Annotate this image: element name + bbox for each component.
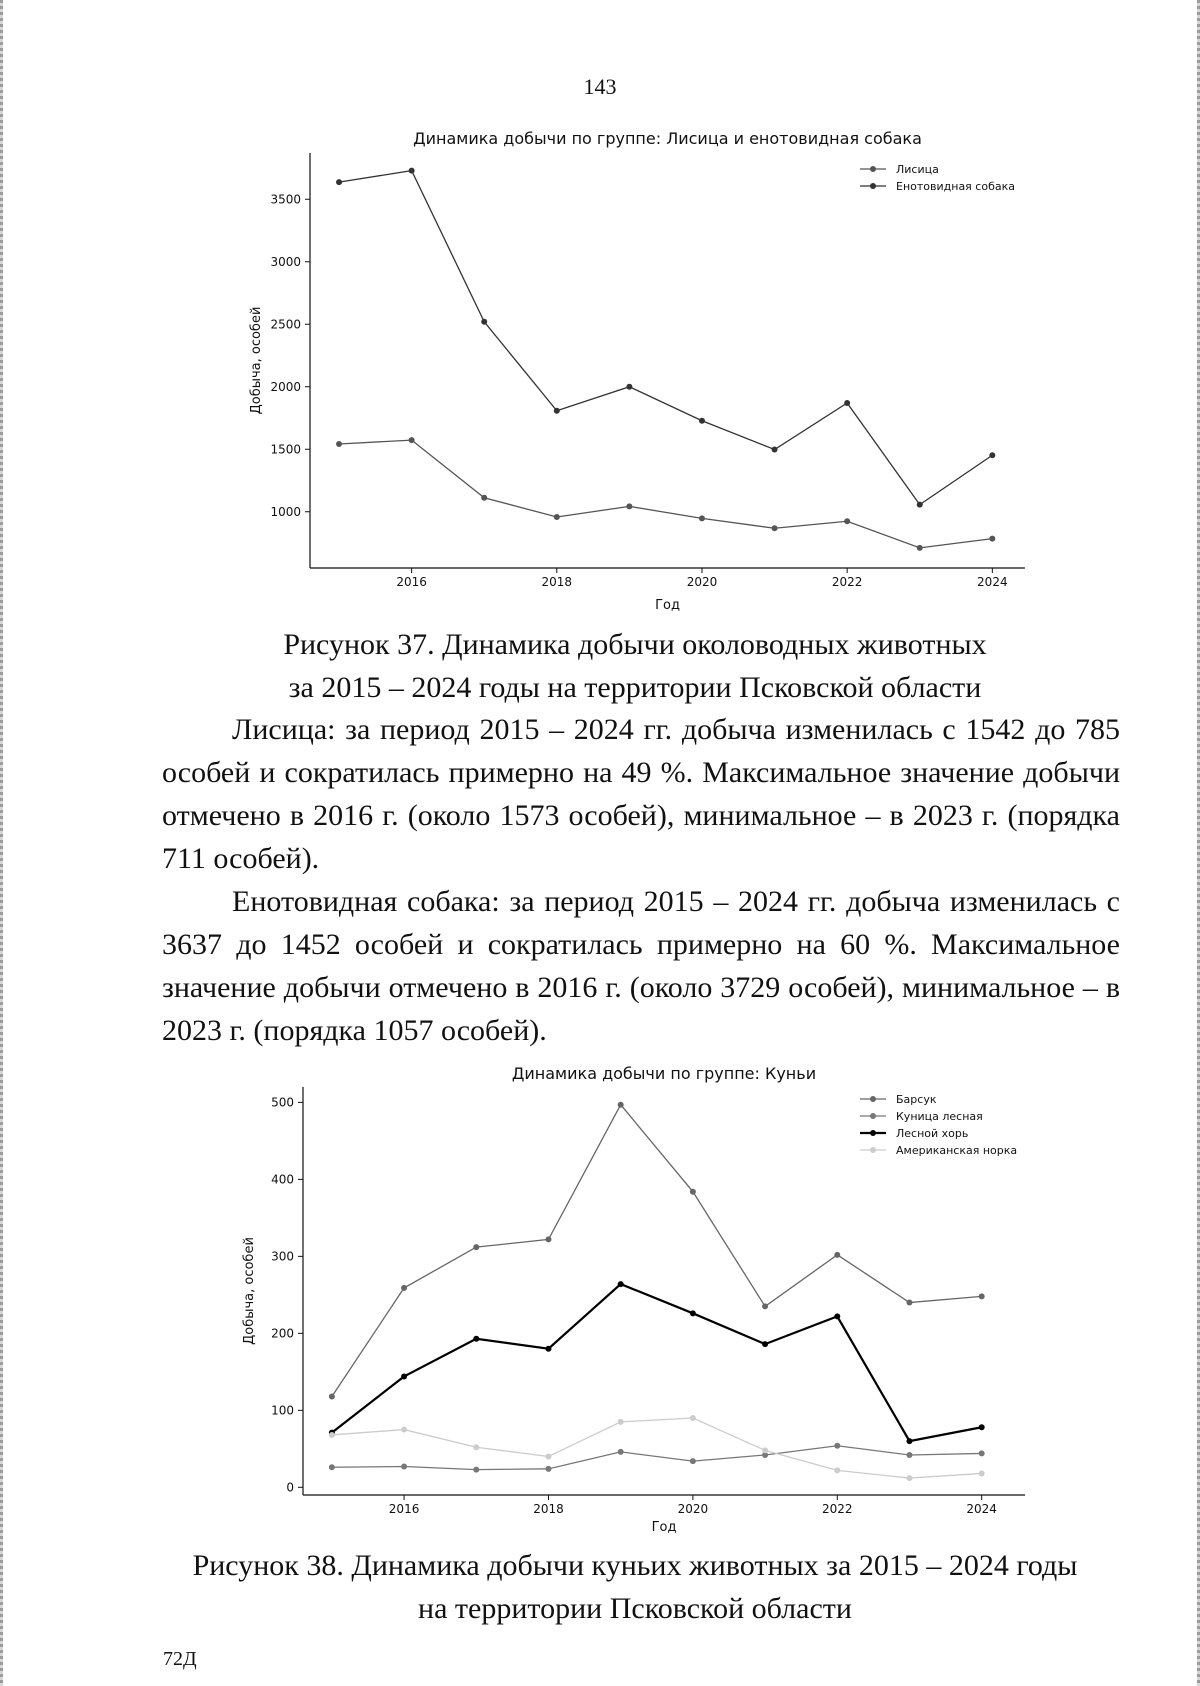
- data-point: [989, 452, 995, 458]
- figure38-caption: [150, 1544, 1120, 1630]
- legend-label: Куница лесная: [896, 1110, 983, 1123]
- data-point: [336, 441, 342, 447]
- x-tick-label: 2020: [677, 1502, 709, 1516]
- data-point: [401, 1427, 407, 1433]
- legend-marker: [870, 1130, 876, 1136]
- data-point: [690, 1189, 696, 1195]
- series-line: [332, 1446, 982, 1470]
- data-point: [481, 495, 487, 501]
- data-point: [699, 418, 705, 424]
- y-axis-label: Добыча, особей: [242, 1237, 257, 1345]
- data-point: [844, 518, 850, 524]
- data-point: [917, 545, 923, 551]
- data-point: [409, 168, 415, 174]
- data-point: [618, 1419, 624, 1425]
- paragraph-raccoon-dog: Енотовидная собака: за период 2015 – 2024 гг. добыча изменилась с 3637 до 1452 особей и сократилась примерно на 60 %. Максимальное значение добычи отмечено в 2016 г. (около 3729 особей), минимальное – в 2023 г. (порядка 1057 особей).: [162, 885, 1120, 1047]
- x-tick-label: 2024: [966, 1502, 997, 1516]
- data-point: [554, 408, 560, 414]
- y-tick-label: 200: [271, 1326, 294, 1341]
- data-point: [690, 1310, 696, 1316]
- chart-title: Динамика добычи по группе: Куньи: [511, 1064, 817, 1083]
- data-point: [762, 1303, 768, 1309]
- x-tick-label: 2018: [541, 575, 573, 589]
- series-line: [339, 440, 992, 548]
- footer-code: 72Д: [163, 1648, 197, 1670]
- y-tick-label: 400: [271, 1172, 294, 1187]
- figure37-caption-line1: Рисунок 37. Динамика добычи околоводных животных: [283, 628, 987, 661]
- data-point: [979, 1450, 985, 1456]
- series-1: [336, 437, 995, 551]
- data-point: [979, 1470, 985, 1476]
- series-line: [332, 1418, 982, 1478]
- data-point: [772, 447, 778, 453]
- data-point: [979, 1293, 985, 1299]
- chart-fox-raccoon-dog: [0, 125, 1200, 615]
- data-point: [401, 1285, 407, 1291]
- legend-marker: [870, 1113, 876, 1119]
- x-axis-label: Год: [651, 1520, 677, 1535]
- figure38-caption-line1: Рисунок 38. Динамика добычи куньих животных за 2015 – 2024 годы: [192, 1549, 1078, 1582]
- x-tick-label: 2022: [831, 575, 863, 589]
- chart-mustelids: [0, 1055, 1200, 1535]
- x-tick-label: 2018: [533, 1502, 564, 1516]
- data-point: [834, 1252, 840, 1258]
- y-tick-label: 2500: [270, 317, 301, 332]
- series-2: [336, 168, 995, 508]
- x-tick-label: 2016: [396, 575, 427, 589]
- data-point: [329, 1432, 335, 1438]
- data-point: [690, 1415, 696, 1421]
- chart-fox-raccoon-dog-svg: [0, 125, 1200, 615]
- data-point: [626, 384, 632, 390]
- chart-mustelids-svg: [0, 1055, 1200, 1535]
- legend-label: Барсук: [896, 1093, 937, 1106]
- figure37-caption-line2: за 2015 – 2024 годы на территории Псковской области: [288, 671, 982, 704]
- legend-marker: [870, 1147, 876, 1153]
- data-point: [762, 1341, 768, 1347]
- data-point: [906, 1300, 912, 1306]
- data-point: [545, 1236, 551, 1242]
- y-tick-label: 100: [271, 1403, 294, 1418]
- data-point: [473, 1444, 479, 1450]
- data-point: [545, 1346, 551, 1352]
- page-number: 143: [583, 74, 617, 99]
- legend-marker: [870, 1096, 876, 1102]
- data-point: [979, 1424, 985, 1430]
- data-point: [329, 1393, 335, 1399]
- series-2: [329, 1443, 985, 1473]
- y-tick-label: 3000: [270, 254, 301, 269]
- legend-label: Американская норка: [896, 1144, 1018, 1157]
- data-point: [690, 1458, 696, 1464]
- legend-marker: [870, 183, 876, 189]
- figure37-caption: [150, 623, 1120, 709]
- data-point: [834, 1313, 840, 1319]
- x-tick-label: 2020: [686, 575, 718, 589]
- legend-label: Енотовидная собака: [896, 180, 1015, 193]
- data-point: [917, 502, 923, 508]
- data-point: [473, 1467, 479, 1473]
- y-tick-label: 300: [271, 1249, 294, 1264]
- paragraph-fox: Лисица: за период 2015 – 2024 гг. добыча изменилась с 1542 до 785 особей и сократилась примерно на 49 %. Максимальное значение добычи отмечено в 2016 г. (около 1573 особей), минимальное – в 2023 г. (порядка 711 особей).: [162, 713, 1120, 875]
- data-point: [329, 1464, 335, 1470]
- data-point: [401, 1464, 407, 1470]
- series-line: [332, 1105, 982, 1397]
- data-point: [772, 525, 778, 531]
- x-tick-label: 2016: [388, 1502, 420, 1516]
- legend-label: Лисица: [896, 163, 939, 176]
- data-point: [481, 319, 487, 325]
- x-tick-label: 2022: [822, 1502, 853, 1516]
- series-4: [329, 1415, 985, 1481]
- chart-title: Динамика добычи по группе: Лисица и енотовидная собака: [413, 129, 922, 148]
- data-point: [844, 400, 850, 406]
- data-point: [699, 515, 705, 521]
- legend-marker: [870, 166, 876, 172]
- y-axis-label: Добыча, особей: [249, 306, 264, 415]
- data-point: [473, 1244, 479, 1250]
- y-tick-label: 0: [286, 1480, 294, 1495]
- data-point: [545, 1466, 551, 1472]
- x-tick-label: 2024: [977, 575, 1008, 589]
- data-point: [834, 1443, 840, 1449]
- data-point: [618, 1102, 624, 1108]
- data-point: [906, 1452, 912, 1458]
- data-point: [626, 503, 632, 509]
- data-point: [906, 1475, 912, 1481]
- y-tick-label: 1500: [270, 442, 301, 457]
- y-tick-label: 3500: [270, 192, 301, 207]
- figure38-caption-line2: на территории Псковской области: [418, 1592, 852, 1625]
- data-point: [336, 179, 342, 185]
- series-1: [329, 1102, 985, 1400]
- data-point: [762, 1447, 768, 1453]
- data-point: [618, 1281, 624, 1287]
- data-point: [834, 1467, 840, 1473]
- y-tick-label: 500: [271, 1095, 294, 1110]
- x-axis-label: Год: [655, 598, 680, 613]
- data-point: [545, 1454, 551, 1460]
- data-point: [473, 1336, 479, 1342]
- data-point: [401, 1373, 407, 1379]
- y-tick-label: 2000: [270, 379, 301, 394]
- data-point: [409, 437, 415, 443]
- data-point: [618, 1449, 624, 1455]
- data-point: [906, 1438, 912, 1444]
- data-point: [989, 536, 995, 542]
- series-line: [332, 1284, 982, 1441]
- data-point: [554, 514, 560, 520]
- legend-label: Лесной хорь: [896, 1127, 969, 1140]
- series-line: [339, 171, 992, 505]
- y-tick-label: 1000: [270, 504, 301, 519]
